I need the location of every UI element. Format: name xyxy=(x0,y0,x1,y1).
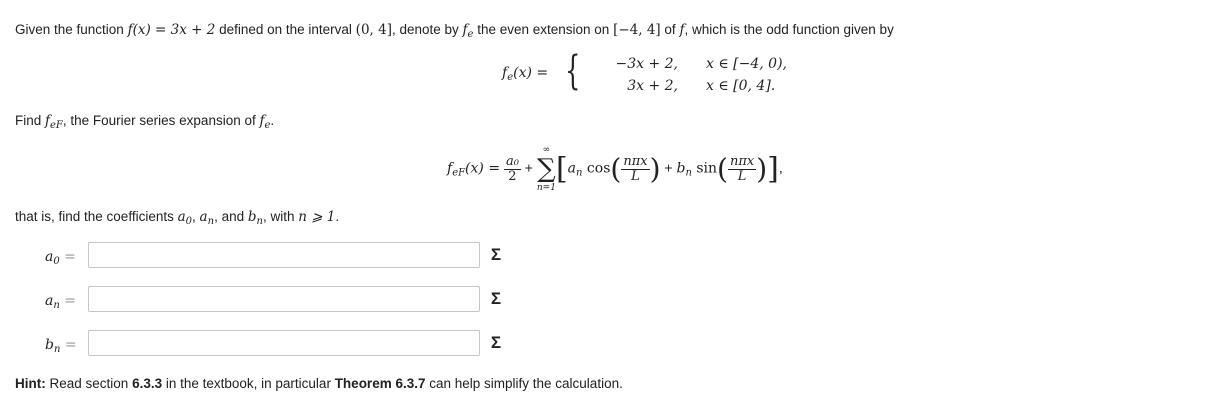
sin-label: sin xyxy=(691,160,718,177)
series-lhs: f xyxy=(447,160,453,177)
hint-text-2: in the textbook, in particular xyxy=(162,376,335,391)
sum-symbol: ∑ xyxy=(537,154,556,184)
cos-label: cos xyxy=(582,160,611,177)
right-bracket: ] xyxy=(767,151,779,187)
left-paren: ( xyxy=(717,152,728,186)
piecewise-brace: { xyxy=(565,48,581,94)
hint-theorem: Theorem 6.3.7 xyxy=(334,376,426,391)
hint-section: 6.3.3 xyxy=(132,376,163,391)
frac-denominator: 2 xyxy=(508,168,517,184)
bn-answer-label: $b_n$ = xyxy=(45,337,77,355)
sum-lower-limit: n=1 xyxy=(536,183,556,193)
feF-subscript: eF xyxy=(50,120,63,131)
hint-text-1: Read section xyxy=(45,376,133,391)
separator: , and xyxy=(214,209,248,224)
find-text-3: . xyxy=(270,113,275,128)
frac-denominator: L xyxy=(737,168,747,184)
sum-upper-limit: ∞ xyxy=(542,145,551,155)
piecewise-expr: 3x + 2, xyxy=(627,78,678,94)
task-text-3: . xyxy=(335,209,340,224)
series-lhs-subscript: eF xyxy=(452,167,466,179)
find-text-2: , the Fourier series expansion of xyxy=(62,113,260,128)
problem-intro xyxy=(15,22,894,40)
extension-interval: [−4, 4] xyxy=(613,22,661,38)
coef-bn-subscript: n xyxy=(256,216,263,227)
a0-answer-input[interactable] xyxy=(88,242,480,268)
fe-subscript: e xyxy=(264,120,271,131)
bn-symbol: b xyxy=(676,160,686,177)
coef-an: a xyxy=(199,209,208,225)
left-bracket: [ xyxy=(555,151,568,187)
fe-subscript: e xyxy=(467,29,474,40)
n-condition: n ⩾ 1 xyxy=(298,209,336,225)
right-paren: ) xyxy=(649,152,661,186)
find-text-1: Find xyxy=(15,113,46,128)
cos-argument xyxy=(621,155,649,184)
piecewise-row xyxy=(588,55,787,72)
frac-numerator: nπx xyxy=(729,153,755,169)
piecewise-expr: −3x + 2, xyxy=(615,56,678,72)
a0-over-2 xyxy=(504,155,521,184)
piecewise-lhs-rest: (x) = xyxy=(513,65,549,81)
frac-numerator: a₀ xyxy=(505,153,519,169)
a0-answer-label: $a_0$ = xyxy=(45,249,76,267)
task-text-1: that is, find the coefficients xyxy=(15,209,178,224)
an-answer-input[interactable] xyxy=(88,286,480,312)
hint xyxy=(15,376,623,391)
frac-denominator: L xyxy=(631,168,640,184)
coef-an-subscript: n xyxy=(207,216,215,227)
piecewise-condition: x ∈ [0, 4]. xyxy=(706,78,776,94)
series-lhs-rest: (x) = xyxy=(465,160,501,177)
a0-formula-button[interactable]: Σ xyxy=(483,241,509,269)
intro-text-1: Given the function xyxy=(15,22,128,37)
find-statement xyxy=(15,113,274,131)
piecewise-condition: x ∈ [−4, 0), xyxy=(706,56,787,72)
intro-text-6: , which is the odd function given by xyxy=(684,22,894,37)
coef-a0-subscript: 0 xyxy=(185,216,193,227)
right-paren: ) xyxy=(756,152,768,186)
hint-label: Hint: xyxy=(15,376,46,391)
left-paren: ( xyxy=(610,152,622,186)
intro-text-2: defined on the interval xyxy=(215,22,356,37)
an-symbol: a xyxy=(567,160,577,177)
f-symbol: f xyxy=(679,22,685,38)
coef-bn: b xyxy=(247,209,257,225)
an-formula-button[interactable]: Σ xyxy=(483,285,509,313)
piecewise-lhs: f xyxy=(502,65,508,81)
interval-expression: (0, 4] xyxy=(355,22,392,38)
summation xyxy=(537,144,556,194)
task-statement xyxy=(15,209,339,227)
an-subscript: n xyxy=(576,167,583,179)
intro-text-5: of xyxy=(660,22,680,37)
piecewise-lhs-subscript: e xyxy=(507,72,514,83)
frac-numerator: nπx xyxy=(623,153,648,169)
intro-text-4: the even extension on xyxy=(473,22,614,37)
intro-text-3: , denote by xyxy=(391,22,463,37)
fourier-series-equation xyxy=(447,144,783,194)
feF-symbol: f xyxy=(45,113,51,129)
fe-symbol: f xyxy=(259,113,265,129)
coef-a0: a xyxy=(177,209,186,225)
bn-formula-button[interactable]: Σ xyxy=(483,329,509,357)
task-text-2: , with xyxy=(262,209,299,224)
plus-sign: + xyxy=(524,159,533,176)
bn-answer-input[interactable] xyxy=(88,330,480,356)
function-expression: f(x) = 3x + 2 xyxy=(127,22,216,38)
fe-symbol: f xyxy=(462,22,468,38)
piecewise-row xyxy=(588,77,775,94)
plus-sign: + xyxy=(660,159,677,176)
comma: , xyxy=(778,159,783,176)
an-answer-label: $a_n$ = xyxy=(45,293,76,311)
bn-subscript: n xyxy=(685,167,692,179)
sin-argument xyxy=(728,155,756,184)
separator: , xyxy=(192,209,200,224)
hint-text-3: can help simplify the calculation. xyxy=(425,376,623,391)
